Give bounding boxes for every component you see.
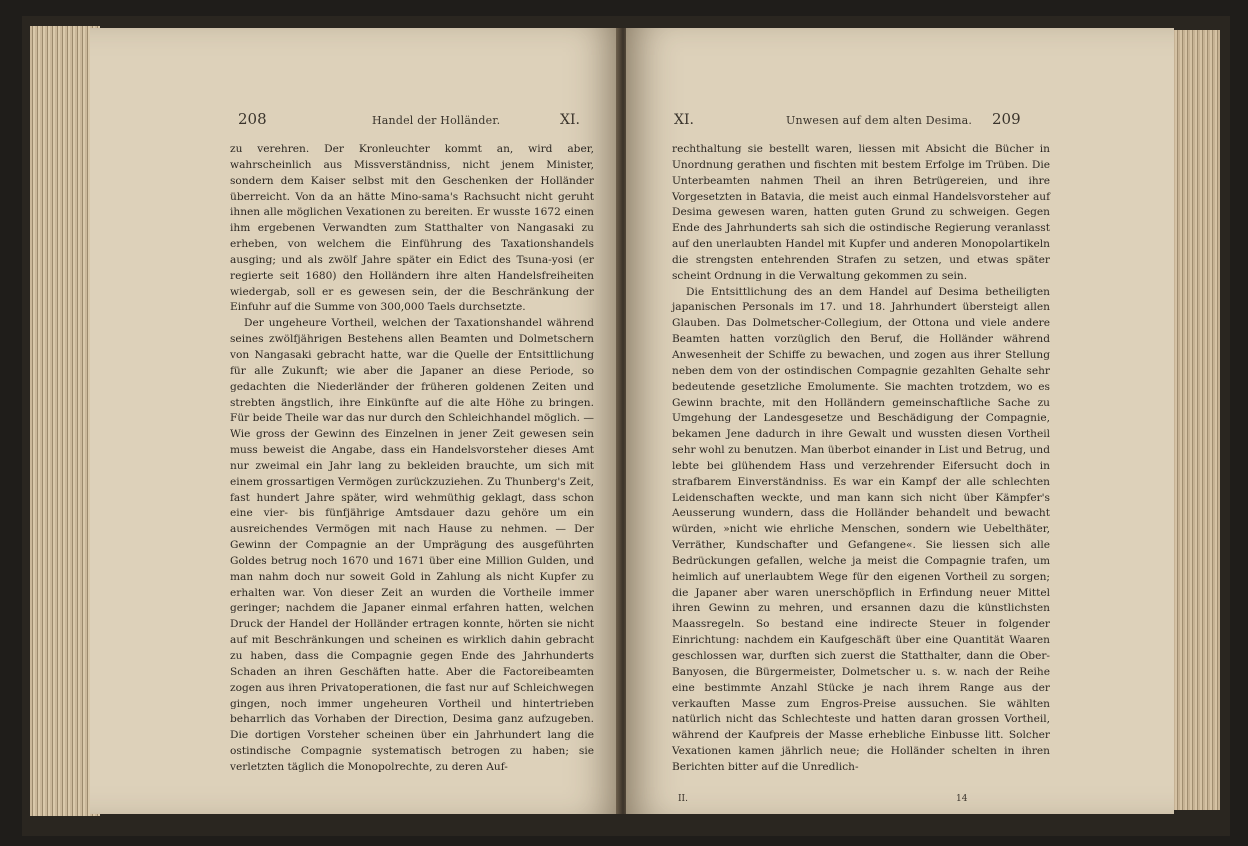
left-chapter: XI. (560, 112, 580, 128)
signature-mark-left: II. (678, 794, 688, 804)
right-paragraph-2: Die Entsittlichung des an dem Handel auf Desima betheiligten japanischen Personals im 17. und 18. Jahrhundert übersteigt allen Glauben. Das Dolmetscher-Collegium, der Ottona und viele andere Beamten hatten vorzüglich den Beruf, die Holländer während Anwesenheit der Schiffe zu bewachen, und zogen aus ihrer Stellung neben dem von der ostindischen Compagnie gezahlten Gehalte sehr bedeutende gesetzliche Emolumente. Sie machten trotzdem, wo es Gewinn brachte, mit den Holländern gemeinschaftliche Sache zu Umgehung der Landesgesetze und Beschädigung der Compagnie, bekamen Jene dadurch in ihre Gewalt und wussten diesen Vortheil sehr wohl zu benutzen. Man überbot einander in List und Betrug, und lebte bei glühendem Hass und verzehrender Eifersucht doch in strafbarem Einverständniss. Es war ein Kampf der alle schlechten Leidenschaften weckte, und man kann sich nicht über Kämpfer's Aeusserung wundern, dass die Holländer behandelt und bewacht würden, »nicht wie ehrliche Menschen, sondern wie Uebelthäter, Verräther, Kundschafter und Gefangene«. Sie liessen sich alle Bedrückungen gefallen, welche ja meist die Compagnie trafen, um heimlich auf unerlaubtem Wege für den eigenen Vortheil zu sorgen; die Japaner aber waren unerschöpflich in Erfindung neuer Mittel ihren Gewinn zu mehren, und ersannen dazu die künstlichsten Maassregeln. So bestand eine indirecte Steuer in folgender Einrichtung: nachdem ein Kaufgeschäft über eine Quantität Waaren geschlossen war, durften sich zuerst die Statthalter, dann die Ober-Banyosen, die Bürgermeister, Dolmetscher u. s. w. nach der Reihe eine bestimmte Anzahl Stücke je nach ihrem Range aus der verkauften Masse zum Engros-Preise aussuchen. Sie wählten natürlich nicht das Schlechteste und hatten daran grossen Vortheil, während der Kaufpreis der Masse erhebliche Einbusse litt. Solcher Vexationen kamen jährlich neue; die Holländer schelten in ihren Berichten bitter auf die Unredlich- (672, 285, 1050, 773)
right-running-title: Unwesen auf dem alten Desima. (786, 114, 973, 127)
left-paragraph-2: Der ungeheure Vortheil, welchen der Taxationshandel während seines zwölfjährigen Bestehens allen Beamten und Dolmetschern von Nangasaki gebracht hatte, war die Quelle der Entsittlichung für alle Zukunft; wie aber die Japaner an diese Periode, so gedachten die Niederländer der früheren goldenen Zeiten und strebten ängstlich, ihre Einkünfte auf die alte Höhe zu bringen. Für beide Theile war das nur durch den Schleichhandel möglich. — Wie gross der Gewinn des Einzelnen in jener Zeit gewesen sein muss beweist die Angabe, dass ein Handelsvorsteher dieses Amt nur zweimal ein Jahr lang zu bekleiden brauchte, um sich mit einem grossartigen Vermögen zurückzuziehen. Zu Thunberg's Zeit, fast hundert Jahre später, wird wehmüthig geklagt, dass schon eine vier- bis fünfjährige Amtsdauer dazu gehöre um ein ausreichendes Vermögen mit nach Hause zu nehmen. — Der Gewinn der Compagnie an der Umprägung des ausgeführten Goldes betrug noch 1670 und 1671 über eine Million Gulden, und man nahm doch nur soweit Gold in Zahlung als nicht Kupfer zu erhalten war. Von dieser Zeit an wurden die Vortheile immer geringer; nachdem die Japaner einmal erfahren hatten, welchen Druck der Handel der Holländer ertragen konnte, hörten sie nicht auf mit Beschränkungen und scheinen es wirklich dahin gebracht zu haben, dass die Compagnie gegen Ende des Jahrhunderts Schaden an ihren Geschäften hatte. Aber die Factoreibeamten zogen aus ihren Privatoperationen, die fast nur auf Schleichwegen gingen, noch immer ungeheuren Vortheil und hintertrieben beharrlich das Vorhaben der Direction, Desima ganz aufzugeben. Die dortigen Vorsteher scheinen über ein Jahrhundert lang die ostindische Compagnie systematisch betrogen zu haben; sie verletzten täglich die Monopolrechte, zu deren Auf- (230, 317, 594, 773)
left-page-number: 208 (238, 110, 267, 128)
right-page (626, 28, 1174, 814)
left-running-title: Handel der Holländer. (372, 114, 501, 127)
left-page (90, 28, 620, 814)
right-chapter: XI. (674, 112, 694, 128)
left-running-head (90, 110, 620, 136)
right-body-text (672, 142, 1050, 776)
right-running-head (626, 110, 1174, 136)
left-paragraph-1: zu verehren. Der Kronleuchter kommt an, wird aber, wahrscheinlich aus Missverständniss, nicht jenem Minister, sondern dem Kaiser selbst mit den Geschenken der Holländer überreicht. Von da an hätte Mino-sama's Rachsucht nicht geruht ihnen alle möglichen Vexationen zu bereiten. Er wusste 1672 einen ihm ergebenen Verwandten zum Statthalter von Nangasaki zu erheben, von welchem die Einführung des Taxationshandels ausging; und als zwölf Jahre später ein Edict des Tsuna-yosi (er regierte seit 1680) den Holländern ihre alten Handelsfreiheiten wiedergab, soll er es gewesen sein, der die Beschränkung der Einfuhr auf die Summe von 300,000 Taels durchsetzte. (230, 143, 594, 314)
right-paragraph-1: rechthaltung sie bestellt waren, liessen mit Absicht die Bücher in Unordnung gerathen und fischten mit bestem Erfolge im Trüben. Die Unterbeamten nahmen Theil an ihren Betrügereien, und ihre Vorgesetzten in Batavia, die meist auch einmal Handelsvorsteher auf Desima gewesen waren, hatten guten Grund zu schweigen. Gegen Ende des Jahrhunderts sah sich die ostindische Regierung veranlasst auf den unerlaubten Handel mit Kupfer und anderen Monopolartikeln die strengsten entehrenden Strafen zu setzen, und etwas später scheint Ordnung in die Verwaltung gekommen zu sein. (672, 143, 1050, 282)
right-page-number: 209 (992, 110, 1021, 128)
signature-mark-right: 14 (956, 794, 968, 804)
left-body-text (230, 142, 594, 776)
